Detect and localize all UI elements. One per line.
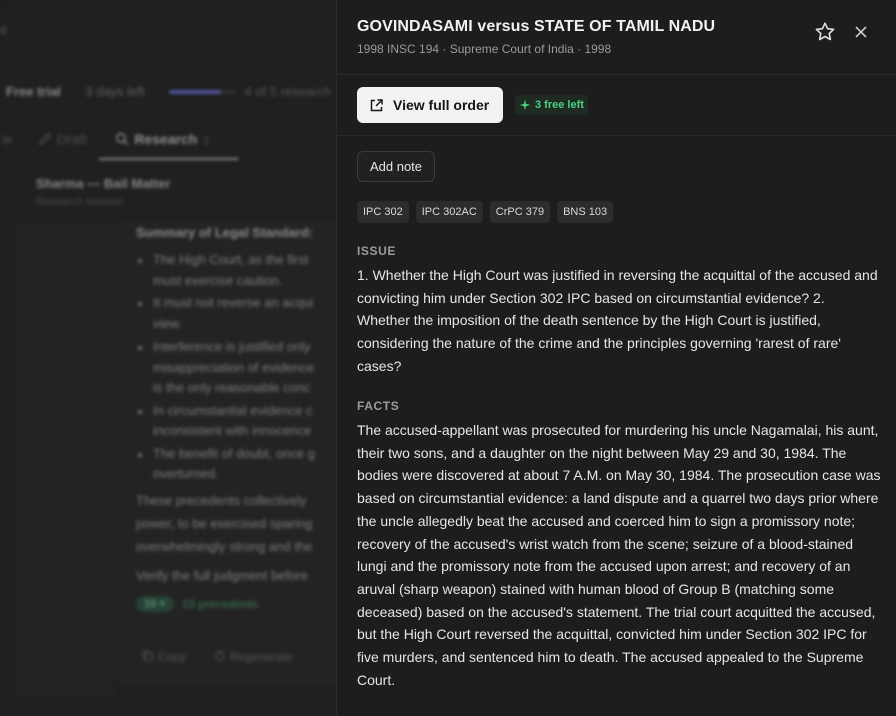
bookmark-button[interactable] — [813, 20, 837, 44]
tab-overview[interactable]: w — [2, 130, 12, 147]
session-header — [36, 176, 170, 208]
trial-days-left: 3 days left — [85, 84, 145, 99]
bullet-dot — [138, 410, 142, 414]
facts-heading: FACTS — [357, 399, 400, 413]
answer-line: The benefit of doubt, once g — [153, 446, 315, 461]
answer-line: is the only reasonable conc — [153, 380, 311, 395]
facts-text: The accused-appellant was prosecuted for murdering his uncle Nagamalai, his aunt, their two sons, and a daughter on the night between May 29 and 30, 1984. The bodies were discovered at about 7 A.M. on May 30, 1984. The prosecution case was based on circumstantial evidence: a land dispute and a quarrel two days prior where the uncle allegedly beat the accused and coerced him to sign a promissory note; recovery of the accused's wrist watch from the scene; seizure of a blood-stained lungi and the promissory note from the accused upon arrest; and recovery of an aruval (sharp weapon) stained with human blood of Group B (matching some deceased) based on the accused's statement. The trial court acquitted the accused, but the High Court reversed the acquittal, convicted him under Section 302 IPC for five murders, and sentenced him to death. The accused appealed to the Supreme Court. — [357, 422, 881, 688]
answer-line: The High Court, as the first — [153, 252, 309, 267]
answer-line: must exercise caution. — [153, 273, 283, 288]
sparkle-icon — [519, 99, 531, 111]
answer-line: It must not reverse an acqui — [153, 295, 314, 310]
regenerate-button[interactable] — [214, 650, 293, 664]
answer-line: Interference is justified only — [153, 339, 311, 354]
regenerate-label: Regenerate — [230, 650, 293, 664]
trial-research-count: 4 of 5 research — [244, 84, 332, 99]
bullet-dot — [138, 302, 142, 306]
refresh-icon — [214, 650, 226, 662]
background-left-column — [16, 222, 116, 702]
bullet-dot — [138, 453, 142, 457]
pencil-icon — [38, 132, 52, 146]
session-subtitle: Research session — [36, 196, 124, 208]
answer-line: Verify the full judgment before — [136, 568, 308, 583]
issue-text: 1. Whether the High Court was justified in reversing the acquittal of the accused and convicting him under Section 302 IPC based on circumstantial evidence? 2. Whether the imposition of the death sentence by the High Court is justified, considering the nature of the crime and the principles governing 'rarest of rare' cases? — [357, 267, 878, 374]
copy-icon — [142, 650, 154, 662]
search-icon — [115, 132, 129, 146]
header-divider — [337, 74, 896, 75]
copy-button[interactable] — [142, 650, 186, 664]
precedents-pill: 10 × — [136, 596, 174, 612]
precedents-row[interactable] — [136, 596, 258, 612]
issue-heading: ISSUE — [357, 244, 397, 258]
trial-progress-bar — [169, 90, 235, 94]
tab-research[interactable] — [113, 131, 211, 147]
tab-bar — [0, 118, 336, 160]
panel-header — [337, 0, 896, 74]
bullet-dot — [138, 259, 142, 263]
trial-progress-fill — [169, 90, 222, 94]
free-left-label: 3 free left — [535, 99, 584, 111]
copy-label: Copy — [158, 650, 187, 664]
actions-divider — [337, 135, 896, 136]
trial-separator: · — [70, 84, 76, 99]
statute-tag[interactable]: CrPC 379 — [490, 201, 550, 223]
answer-line: inconsistent with innocence — [153, 423, 312, 438]
case-detail-panel — [336, 0, 896, 716]
case-title: GOVINDASAMI versus STATE OF TAMIL NADU — [357, 18, 716, 35]
background-top-text: e — [0, 22, 8, 37]
bullet-dot — [138, 346, 142, 350]
answer-line: misappreciation of evidence — [153, 360, 315, 375]
answer-heading: Summary of Legal Standard: — [136, 225, 313, 240]
statute-tag[interactable]: IPC 302AC — [416, 201, 483, 223]
answer-actions — [142, 650, 293, 664]
statute-tags — [357, 201, 613, 223]
answer-line: view. — [153, 316, 182, 331]
close-button[interactable] — [851, 22, 871, 42]
tab-draft-label: Draft — [57, 130, 88, 147]
tab-research-label: Research — [134, 130, 198, 147]
external-link-icon — [369, 98, 384, 113]
add-note-button[interactable]: Add note — [357, 151, 435, 182]
answer-line: overturned. — [153, 466, 219, 481]
answer-line: In circumstantial evidence c — [153, 403, 313, 418]
close-icon — [851, 22, 871, 42]
trial-label: Free trial — [6, 84, 61, 99]
star-icon — [813, 20, 837, 44]
view-full-order-label: View full order — [393, 97, 490, 113]
view-full-order-button[interactable] — [357, 87, 503, 123]
answer-line: overwhelmingly strong and the — [136, 539, 313, 554]
answer-line: power, to be exercised sparing — [136, 516, 313, 531]
precedents-label: 10 precedents — [181, 597, 258, 611]
answer-line: These precedents collectively — [136, 493, 307, 508]
tab-draft[interactable] — [38, 131, 87, 147]
trial-bar — [0, 68, 336, 114]
tab-research-badge: 1 — [203, 134, 210, 147]
free-left-badge — [515, 95, 588, 115]
case-citation: 1998 INSC 194 · Supreme Court of India · 1998 — [357, 42, 612, 56]
session-title: Sharma — Bail Matter — [36, 176, 171, 191]
statute-tag[interactable]: BNS 103 — [557, 201, 613, 223]
statute-tag[interactable]: IPC 302 — [357, 201, 409, 223]
